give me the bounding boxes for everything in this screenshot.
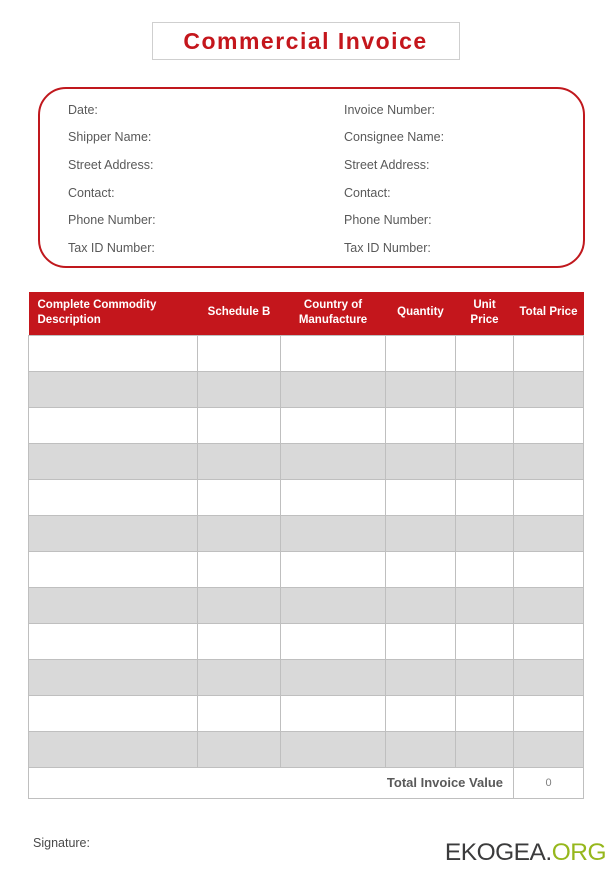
table-cell[interactable] [281,623,386,659]
table-cell[interactable] [198,407,281,443]
table-cell[interactable] [386,443,456,479]
table-cell[interactable] [281,551,386,587]
field-consignee-name[interactable]: Consignee Name: [344,130,445,145]
table-cell[interactable] [29,695,198,731]
consignee-info-column [344,96,583,262]
table-cell[interactable] [29,551,198,587]
table-row [29,443,584,479]
table-cell[interactable] [29,515,198,551]
col-header-commodity-description: Complete Commodity Description [29,292,198,335]
table-cell[interactable] [514,659,584,695]
table-cell[interactable] [198,335,281,371]
table-cell[interactable] [281,407,386,443]
col-header-unit-price: Unit Price [456,292,514,335]
table-cell[interactable] [29,587,198,623]
total-invoice-label: Total Invoice Value [29,767,514,798]
table-cell[interactable] [456,479,514,515]
table-cell[interactable] [456,731,514,767]
table-cell[interactable] [456,659,514,695]
logo-text-suffix: ORG [551,839,606,866]
table-cell[interactable] [281,695,386,731]
table-cell[interactable] [386,731,456,767]
field-shipper-name[interactable]: Shipper Name: [68,130,152,145]
table-cell[interactable] [456,695,514,731]
table-cell[interactable] [386,407,456,443]
table-cell[interactable] [198,695,281,731]
table-row [29,695,584,731]
table-cell[interactable] [386,695,456,731]
table-cell[interactable] [198,443,281,479]
document-title-box [152,22,460,60]
field-consignee-contact[interactable]: Contact: [344,185,391,200]
col-header-schedule-b: Schedule B [198,292,281,335]
table-cell[interactable] [514,731,584,767]
table-cell[interactable] [198,479,281,515]
table-row [29,335,584,371]
table-row [29,479,584,515]
table-cell[interactable] [386,515,456,551]
table-cell[interactable] [456,587,514,623]
table-cell[interactable] [281,731,386,767]
logo-text-primary: EKOGEA. [444,839,552,866]
col-header-country-of-manufacture: Country of Manufacture [281,292,386,335]
field-consignee-phone-number[interactable]: Phone Number: [344,213,432,228]
table-cell[interactable] [456,407,514,443]
signature-label: Signature: [33,836,90,850]
table-cell[interactable] [198,623,281,659]
table-cell[interactable] [281,335,386,371]
table-cell[interactable] [29,371,198,407]
table-cell[interactable] [514,443,584,479]
field-consignee-street-address[interactable]: Street Address: [344,157,430,172]
table-cell[interactable] [29,479,198,515]
table-cell[interactable] [281,587,386,623]
field-shipper-phone-number[interactable]: Phone Number: [68,213,156,228]
table-header-row [29,292,584,335]
total-invoice-row [29,767,584,798]
table-cell[interactable] [386,587,456,623]
field-shipper-contact[interactable]: Contact: [68,185,115,200]
table-cell[interactable] [29,731,198,767]
table-row [29,659,584,695]
table-cell[interactable] [514,623,584,659]
table-cell[interactable] [29,407,198,443]
table-cell[interactable] [281,371,386,407]
table-cell[interactable] [198,551,281,587]
table-cell[interactable] [281,443,386,479]
table-cell[interactable] [456,371,514,407]
table-cell[interactable] [29,623,198,659]
col-header-total-price: Total Price [514,292,584,335]
table-cell[interactable] [386,551,456,587]
table-cell[interactable] [456,443,514,479]
field-invoice-number[interactable]: Invoice Number: [344,102,436,117]
table-cell[interactable] [198,515,281,551]
table-cell[interactable] [514,479,584,515]
col-header-quantity: Quantity [386,292,456,335]
table-row [29,515,584,551]
table-cell[interactable] [514,371,584,407]
table-cell[interactable] [386,479,456,515]
table-cell[interactable] [514,515,584,551]
table-cell[interactable] [198,371,281,407]
table-row [29,371,584,407]
table-cell[interactable] [456,551,514,587]
table-cell[interactable] [29,443,198,479]
table-cell[interactable] [386,371,456,407]
shipper-info-column [68,96,344,262]
table-cell[interactable] [198,731,281,767]
table-row [29,551,584,587]
table-cell[interactable] [456,515,514,551]
table-cell[interactable] [29,659,198,695]
table-cell[interactable] [456,623,514,659]
table-cell[interactable] [386,335,456,371]
table-cell[interactable] [198,659,281,695]
ekogea-logo [445,839,606,867]
total-invoice-value[interactable]: 0 [514,767,584,798]
shipment-info-box [38,87,585,268]
table-cell[interactable] [198,587,281,623]
table-row [29,407,584,443]
field-shipper-tax-id[interactable]: Tax ID Number: [68,240,155,255]
field-date[interactable]: Date: [68,102,98,117]
table-cell[interactable] [281,479,386,515]
table-cell[interactable] [29,335,198,371]
field-shipper-street-address[interactable]: Street Address: [68,157,154,172]
table-cell[interactable] [386,659,456,695]
table-cell[interactable] [514,551,584,587]
document-title: Commercial Invoice [183,27,428,54]
table-cell[interactable] [386,623,456,659]
table-cell[interactable] [514,407,584,443]
table-cell[interactable] [514,335,584,371]
table-cell[interactable] [281,659,386,695]
table-cell[interactable] [514,587,584,623]
commodity-table [28,292,584,799]
table-row [29,623,584,659]
table-cell[interactable] [514,695,584,731]
table-cell[interactable] [456,335,514,371]
table-row [29,587,584,623]
table-row [29,731,584,767]
field-consignee-tax-id[interactable]: Tax ID Number: [344,240,431,255]
table-cell[interactable] [281,515,386,551]
